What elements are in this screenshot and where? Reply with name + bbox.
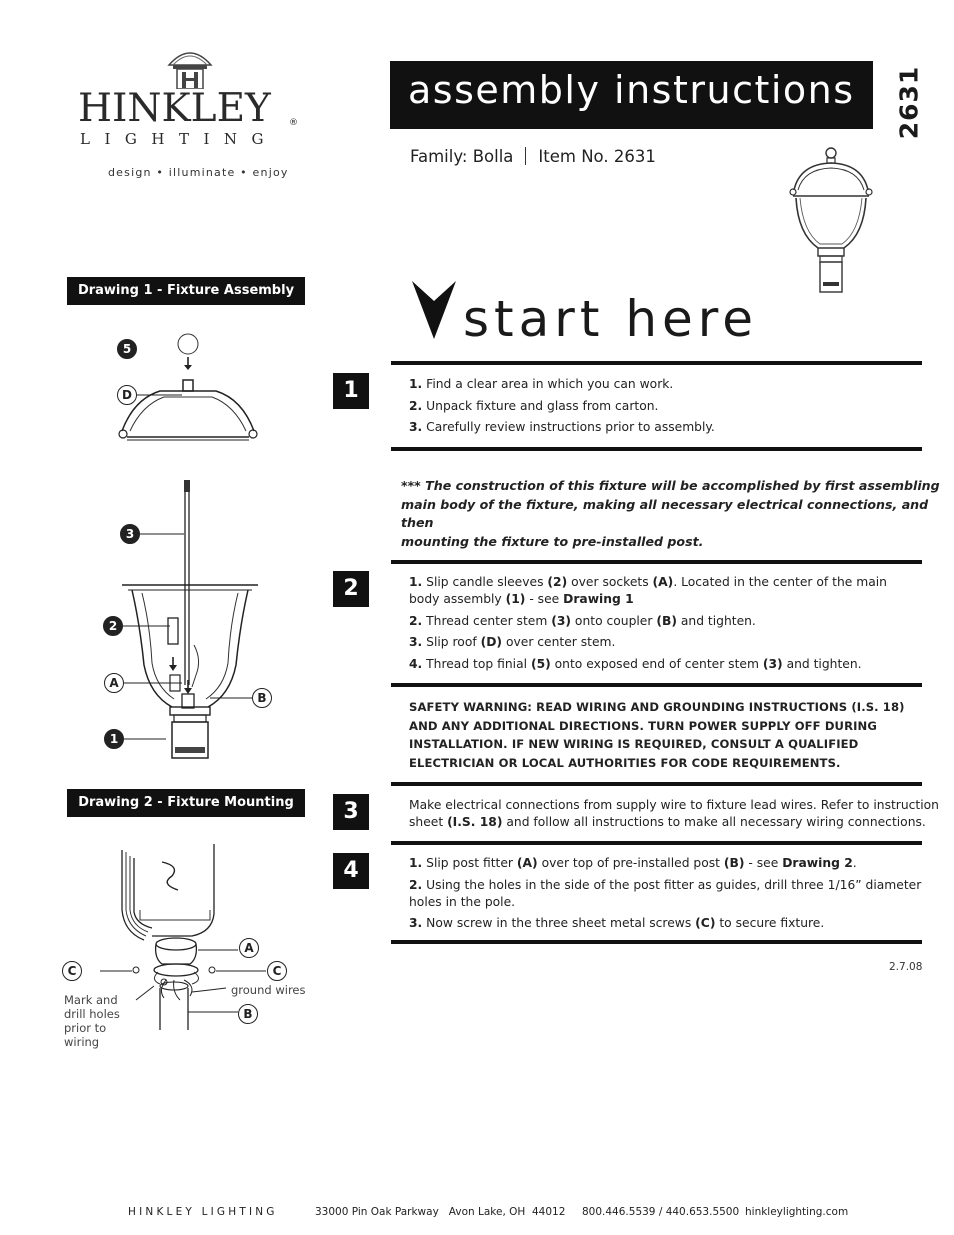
step-3-number: 3: [333, 794, 369, 830]
step-1-number: 1: [333, 373, 369, 409]
rule-step4-bottom: [391, 940, 922, 944]
step-4-number: 4: [333, 853, 369, 889]
footer-address: 33000 Pin Oak Parkway Avon Lake, OH 44012: [315, 1206, 566, 1218]
family-line: [410, 147, 656, 166]
callout-a-mount: A: [239, 938, 259, 958]
footer-phone: 800.446.5539 / 440.653.5500: [582, 1206, 740, 1218]
revision-date: 2.7.08: [889, 961, 923, 973]
footer-brand: HINKLEY LIGHTING: [128, 1206, 278, 1218]
callout-5: 5: [117, 339, 137, 359]
registered-mark: ®: [289, 118, 298, 128]
callout-c-left: C: [62, 961, 82, 981]
callout-2: 2: [103, 616, 123, 636]
callout-a: A: [104, 673, 124, 693]
divider: [525, 147, 526, 165]
hinkley-logo-icon: [165, 45, 215, 89]
footer-website[interactable]: hinkleylighting.com: [745, 1206, 849, 1218]
lantern-product-icon: [786, 144, 876, 296]
family-label: Family: Bolla: [410, 147, 514, 166]
mark-drill-label: Mark and drill holes prior to wiring: [64, 993, 120, 1049]
callout-d: D: [117, 385, 137, 405]
logo-subtitle: LIGHTING: [80, 130, 278, 148]
step-2-list: 1. Slip candle sleeves (2) over sockets (A). Located in the center of the main body assembly (1) - see Drawing 1 2. Thread center stem (3) onto coupler (B) and tighten. 3. Slip roof (D) over center stem. 4. Thread top finial (5) onto exposed end of center stem (3) and tighten.: [409, 575, 887, 671]
rule-step1-bottom: [391, 447, 922, 451]
logo-tagline: design • illuminate • enjoy: [108, 166, 289, 179]
callout-1: 1: [104, 729, 124, 749]
rule-step1-top: [391, 361, 922, 365]
step-3-text: Make electrical connections from supply wire to fixture lead wires. Refer to instruction sheet (I.S. 18) and follow all instructions to make all necessary wiring connections.: [409, 798, 939, 829]
rule-step4-top: [391, 841, 922, 845]
logo-wordmark: HINKLEY: [78, 86, 271, 131]
step-4-list: 1. Slip post fitter (A) over top of pre-installed post (B) - see Drawing 2. 2. Using the holes in the side of the post fitter as guides, drill three 1/16” diameter holes in the pole. 3. Now screw in the three sheet metal screws (C) to secure fixture.: [409, 856, 922, 930]
rule-step2-top: [391, 560, 922, 564]
callout-b-mount: B: [238, 1004, 258, 1024]
page-title: assembly instructions: [408, 68, 855, 112]
fixture-mounting-drawing: [100, 840, 280, 1030]
ground-wires-label: ground wires: [231, 983, 306, 997]
leader-lines: [100, 380, 280, 760]
item-label: Item No. 2631: [538, 147, 656, 166]
step-2-number: 2: [333, 571, 369, 607]
drawing2-label: Drawing 2 - Fixture Mounting: [67, 789, 305, 817]
safety-warning: SAFETY WARNING: READ WIRING AND GROUNDING INSTRUCTIONS (I.S. 18) AND ANY ADDITIONAL DIRECTIONS. TURN POWER SUPPLY OFF DURING INSTALLATION. IF NEW WIRING IS REQUIRED, CONSULT A QUALIFIED ELECTRICIAN OR LOCAL AUTHORITIES FOR CODE REQUIREMENTS.: [409, 700, 905, 770]
callout-3: 3: [120, 524, 140, 544]
callout-b: B: [252, 688, 272, 708]
construction-note: *** The construction of this fixture will be accomplished by first assembling main body of the fixture, making all necessary electrical connections, and then mounting the fixture to pre-installed post.: [401, 478, 940, 549]
item-number-vertical: 2631: [894, 65, 924, 140]
rule-step2-bottom: [391, 683, 922, 687]
drawing1-label: Drawing 1 - Fixture Assembly: [67, 277, 305, 305]
rule-step3-top: [391, 782, 922, 786]
step-1-list: 1. Find a clear area in which you can work. 2. Unpack fixture and glass from carton. 3. Carefully review instructions prior to assembly.: [409, 377, 715, 434]
start-arrow-icon: [410, 279, 458, 341]
start-here-heading: start here: [463, 290, 759, 348]
callout-c-right: C: [267, 961, 287, 981]
